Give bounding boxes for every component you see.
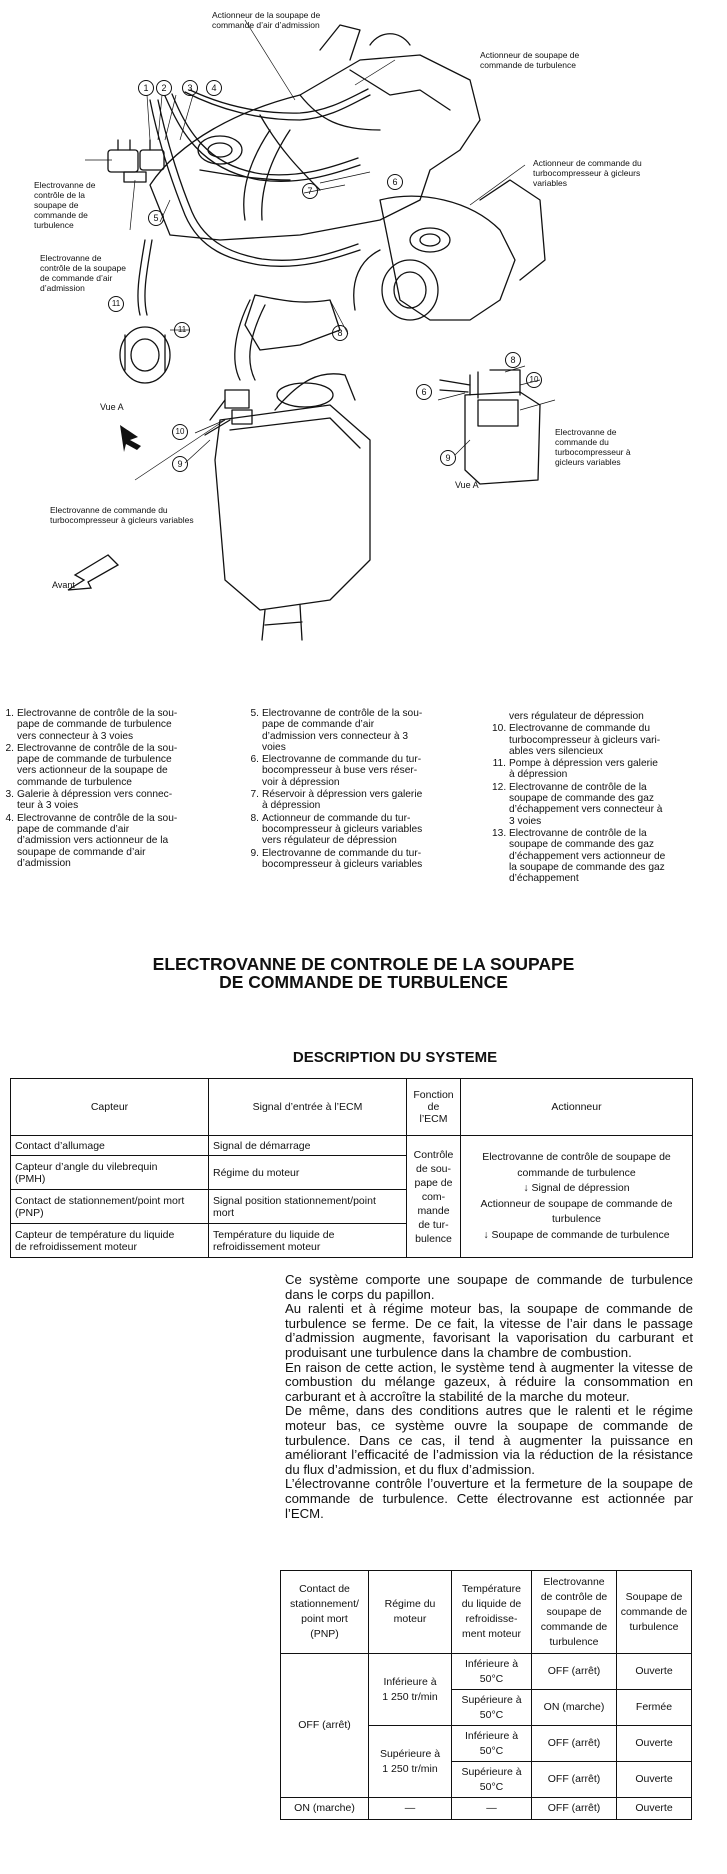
legend-item <box>0 743 210 788</box>
legend-item <box>245 754 460 788</box>
label-view-a-left: Vue A <box>100 402 124 412</box>
callout-8: 8 <box>332 325 348 341</box>
legend-item <box>492 758 707 781</box>
sensor-cell: Capteur d’angle du vilebrequin (PMH) <box>11 1156 209 1190</box>
header-sensor: Capteur <box>11 1079 209 1136</box>
valve-state: Fermée <box>617 1690 692 1726</box>
speed-high-cell: Supérieure à 1 250 tr/min <box>369 1726 452 1798</box>
signal-cell: Régime du moteur <box>209 1156 407 1190</box>
legend-text: Electrovanne de contrôle de la soupape de commande des gaz d’échappement vers connecteur à 3 voies <box>509 781 663 827</box>
callout-11a: 11 <box>108 296 124 312</box>
label-vnt-solenoid-right: Electrovanne de commande du turbocompresseur à gicleurs variables <box>555 427 631 467</box>
engine-drawing <box>0 0 727 650</box>
callout-4: 4 <box>206 80 222 96</box>
sensor-cell: Contact d’allumage <box>11 1136 209 1156</box>
callout-6b: 6 <box>416 384 432 400</box>
legend-column-1 <box>0 708 210 870</box>
legend-text: Galerie à dépression vers connec- teur à 3 voies <box>17 789 173 812</box>
solenoid-state: OFF (arrêt) <box>532 1654 617 1690</box>
paragraph: Au ralenti et à régime moteur bas, la soupape de commande de turbulence se ferme. De ce fait, la vitesse de l’air dans le passage d’admission augmente, favorisant la vaporisation du carburant et produisant une turbulence dans la chambre de combustion. <box>285 1301 693 1360</box>
legend-text: Electrovanne de contrôle de la sou- pape de commande d’air d’admission vers actionneur de la soupape de commande d’air d’admission <box>17 812 178 869</box>
section-title: DESCRIPTION DU SYSTEME <box>292 1049 498 1066</box>
paragraph: En raison de cette action, le système tend à augmenter la vitesse de combustion du mélange gazeux, à réduire la consommation en carburant et à accroître la stabilité de la marche du moteur. <box>285 1359 693 1404</box>
valve-state: Ouverte <box>617 1762 692 1798</box>
label-vnt-solenoid-bottom: Electrovanne de commande du turbocompresseur à gicleurs variables <box>50 505 194 525</box>
legend-item <box>0 789 210 812</box>
speed-low-cell: Inférieure à 1 250 tr/min <box>369 1654 452 1726</box>
legend-number: 8. <box>250 812 259 824</box>
callout-2: 2 <box>156 80 172 96</box>
paragraph: L’électrovanne contrôle l’ouverture et la fermeture de la soupape de commande de turbulence. Cette électrovanne est actionnée par l’ECM. <box>285 1476 693 1521</box>
label-swirl-solenoid: Electrovanne de contrôle de la soupape de commande de turbulence <box>34 180 96 230</box>
legend-item <box>0 708 210 742</box>
header-actuator: Actionneur <box>461 1079 693 1136</box>
solenoid-state: ON (marche) <box>532 1690 617 1726</box>
legend-item <box>492 723 707 757</box>
legend-item <box>245 789 460 812</box>
engine-diagram <box>0 0 727 650</box>
temp-cell: Inférieure à 50°C <box>452 1726 532 1762</box>
function-cell: Contrôle de sou- pape de com- mande de tur- bulence <box>407 1136 461 1258</box>
solenoid-state: OFF (arrêt) <box>532 1798 617 1820</box>
callout-5: 5 <box>148 210 164 226</box>
header-swirl-valve: Soupape de commande de turbulence <box>617 1571 692 1654</box>
legend-text: Electrovanne de commande du tur- bocompresseur à gicleurs variables <box>262 847 423 870</box>
legend-text: Electrovanne de commande du tur- bocompresseur à buse vers réser- voir à dépression <box>262 754 422 788</box>
legend-column-3 <box>492 711 707 885</box>
legend-number: 3. <box>5 789 14 801</box>
paragraph: Ce système comporte une soupape de commande de turbulence dans le corps du papillon. <box>285 1272 693 1302</box>
solenoid-state: OFF (arrêt) <box>532 1762 617 1798</box>
legend-text: Actionneur de commande du tur- bocompresseur à gicleurs variables vers régulateur de dépression <box>262 812 423 847</box>
legend-number: 10. <box>492 723 507 735</box>
header-engine-speed: Régime du moteur <box>369 1571 452 1654</box>
label-front: Avant <box>52 580 75 590</box>
legend-number: 7. <box>250 789 259 801</box>
legend-number: 2. <box>5 742 14 754</box>
legend-number: 9. <box>250 847 259 859</box>
callout-9b: 9 <box>440 450 456 466</box>
legend-number: 6. <box>250 754 259 766</box>
header-ecm-function: Fonction de l’ECM <box>407 1079 461 1136</box>
legend-item <box>245 813 460 847</box>
legend-number: 11. <box>492 758 506 770</box>
legend-text: Electrovanne de contrôle de la sou- pape de commande de turbulence vers connecteur à 3 voies <box>17 708 178 742</box>
legend-number: 5. <box>250 708 259 719</box>
legend-text: Réservoir à dépression vers galerie à dépression <box>262 789 423 812</box>
label-vnt-actuator: Actionneur de commande du turbocompresseur à gicleurs variables <box>533 158 642 188</box>
legend-item <box>492 828 707 884</box>
callout-10b: 10 <box>526 372 542 388</box>
legend-number: 12. <box>492 781 507 793</box>
callout-8b: 8 <box>505 352 521 368</box>
legend-item <box>0 813 210 869</box>
header-solenoid: Electrovanne de contrôle de soupape de commande de turbulence <box>532 1571 617 1654</box>
label-view-a-right: Vue A <box>455 480 479 490</box>
legend-text: vers régulateur de dépression <box>509 711 644 722</box>
legend-item <box>492 782 707 827</box>
description-text <box>285 1273 693 1521</box>
legend-item <box>245 708 460 753</box>
temp-cell: Inférieure à 50°C <box>452 1654 532 1690</box>
system-table <box>10 1078 693 1258</box>
signal-cell: Signal position stationnement/point mort <box>209 1190 407 1224</box>
legend-column-2 <box>245 708 460 871</box>
legend-text: Electrovanne de contrôle de la sou- pape de commande de turbulence vers actionneur de la soupape de commande de turbulence <box>17 742 178 788</box>
page-title: ELECTROVANNE DE CONTROLE DE LA SOUPAPE DE COMMANDE DE TURBULENCE <box>152 954 575 992</box>
callout-3: 3 <box>182 80 198 96</box>
label-swirl-valve-actuator: Actionneur de soupape de commande de turbulence <box>480 50 580 70</box>
callout-7: 7 <box>302 183 318 199</box>
valve-state: Ouverte <box>617 1726 692 1762</box>
callout-11b: 11 <box>174 322 190 338</box>
valve-state: Ouverte <box>617 1798 692 1820</box>
temp-cell: Supérieure à 50°C <box>452 1762 532 1798</box>
condition-table <box>280 1570 692 1820</box>
header-pnp: Contact de stationnement/ point mort (PNP) <box>281 1571 369 1654</box>
sensor-cell: Contact de stationnement/point mort (PNP) <box>11 1190 209 1224</box>
callout-1: 1 <box>138 80 154 96</box>
callout-9a: 9 <box>172 456 188 472</box>
legend-text: Electrovanne de contrôle de la soupape de commande des gaz d’échappement vers actionneur de la soupape de commande des gaz d’échappement <box>509 827 666 885</box>
signal-cell: Température du liquide de refroidissement moteur <box>209 1224 407 1258</box>
valve-state: Ouverte <box>617 1654 692 1690</box>
paragraph: De même, dans des conditions autres que le ralenti et le régime moteur bas, ce système ouvre la soupape de commande de turbulence. Dans ce cas, il tend à augmenter la puissance en améliorant l’efficacité de l’admission via la réduction de la résistance du flux d’admission, et du flux d’admission. <box>285 1403 693 1477</box>
callout-10a: 10 <box>172 424 188 440</box>
header-input-signal: Signal d’entrée à l’ECM <box>209 1079 407 1136</box>
legend-item <box>492 711 707 722</box>
legend-number: 1. <box>5 708 14 719</box>
temp-cell: — <box>452 1798 532 1820</box>
legend-number: 4. <box>5 812 14 824</box>
pnp-off-cell: OFF (arrêt) <box>281 1654 369 1798</box>
header-coolant-temp: Température du liquide de refroidisse- ment moteur <box>452 1571 532 1654</box>
legend-text: Pompe à dépression vers galerie à dépression <box>509 758 658 781</box>
legend-number: 13. <box>492 827 507 839</box>
legend-item <box>245 848 460 871</box>
sensor-cell: Capteur de température du liquide de refroidissement moteur <box>11 1224 209 1258</box>
pnp-on-cell: ON (marche) <box>281 1798 369 1820</box>
speed-cell: — <box>369 1798 452 1820</box>
label-intake-air-solenoid: Electrovanne de contrôle de la soupape de commande d’air d’admission <box>40 253 127 293</box>
signal-cell: Signal de démarrage <box>209 1136 407 1156</box>
legend-text: Electrovanne de commande du turbocompresseur à gicleurs vari- ables vers silencieux <box>509 723 661 757</box>
solenoid-state: OFF (arrêt) <box>532 1726 617 1762</box>
label-intake-air-valve-actuator: Actionneur de la soupape de commande d’air d’admission <box>212 10 321 30</box>
temp-cell: Supérieure à 50°C <box>452 1690 532 1726</box>
actuator-cell: Electrovanne de contrôle de soupape de commande de turbulence ↓ Signal de dépression Actionneur de soupape de commande de turbulence ↓ Soupape de commande de turbulence <box>461 1136 693 1258</box>
legend-text: Electrovanne de contrôle de la sou- pape de commande d’air d’admission vers connecteur à 3 voies <box>262 708 423 753</box>
callout-6: 6 <box>387 174 403 190</box>
